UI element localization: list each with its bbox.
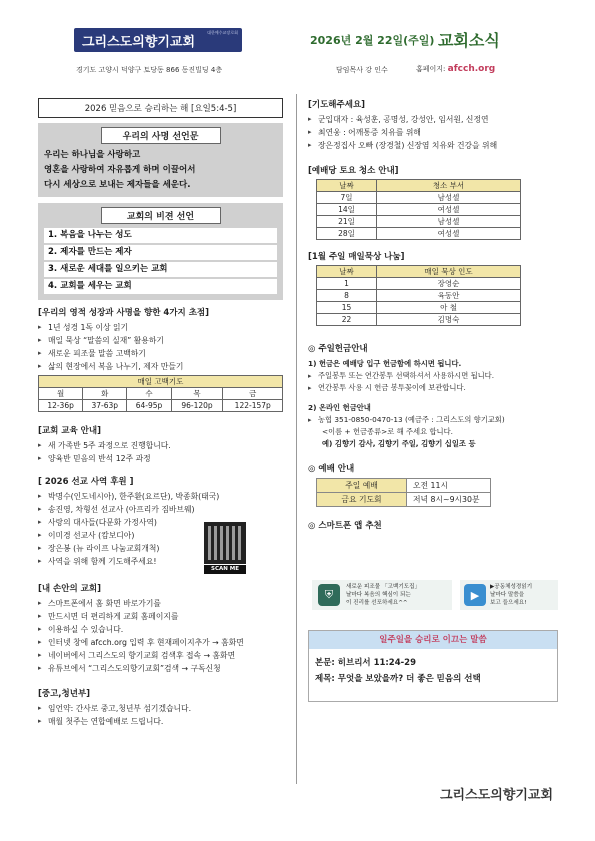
prayer-request-item: ▸ 최연웅 : 어깨통증 치유를 위해	[308, 126, 558, 139]
offering-sub: ▸ 주일봉투 또는 연간봉투 선택하셔서 사용하시면 됩니다.	[308, 370, 558, 382]
prayer-request-title: [기도해주세요]	[308, 100, 366, 110]
edu-item: ▸ 새 가족반 5주 과정으로 진행합니다.	[38, 439, 283, 452]
mission-title: 우리의 사명 선언문	[101, 127, 221, 144]
hand-church-item: ▸ 인터넷 창에 afcch.org 입력 후 현재페이지추가 → 홈화면	[38, 636, 283, 649]
prayer-pages: 122-157p	[223, 400, 283, 412]
offering-line-1: 1) 헌금은 예배당 입구 헌금함에 하시면 됩니다.	[308, 359, 462, 368]
vision-line: 3. 새로운 세대를 일으키는 교회	[44, 262, 277, 277]
hand-church-item	[38, 623, 283, 636]
app-card-bible-reading[interactable]	[460, 580, 558, 610]
vision-line: 1. 복음을 나누는 성도	[44, 228, 277, 243]
cleaning-dept: 여성셀	[377, 228, 521, 240]
mission-support-item: ▸ 박명수(인도네시아), 한주환(요르단), 박종화(태국)	[38, 490, 283, 503]
app-line: 보고 들으세요!	[490, 600, 527, 606]
sermon-subject: 제목: 무엇을 보았을까? 더 좋은 믿음의 선택	[315, 674, 481, 684]
homepage-link[interactable]: afcch.org	[447, 64, 496, 74]
bulletin-date: 2026년 2월 22일(주일)	[310, 34, 435, 47]
mission-support-item: ▸ 장은봉 (뉴 라이프 나눔교회개척)	[38, 542, 283, 555]
hand-church-item: ▸ 유튜브에서 “그리스도의향기교회”검색 → 구독신청	[38, 662, 283, 675]
meditation-table	[316, 265, 521, 326]
church-logo	[74, 28, 242, 52]
vision-line: 4. 교회를 세우는 교회	[44, 279, 277, 294]
mission-support-title: [ 2026 선교 사역 후원 ]	[38, 477, 134, 487]
mission-support-item: ▸ 사역을 위해 함께 기도해주세요!	[38, 555, 283, 568]
hand-church-text: 이용하실 수 있습니다.	[48, 625, 124, 634]
service-table	[316, 478, 491, 507]
mission-line: 영혼을 사랑하여 자유롭게 하며 이끌어서	[44, 165, 196, 175]
sermon-banner-title: 일주일을 승리로 이끄는 말씀	[309, 631, 557, 649]
app-line: 이 진리를 선포하세요^^	[346, 600, 408, 606]
prayer-pages: 37-63p	[83, 400, 127, 412]
vision-title: 교회의 비젼 선언	[101, 207, 221, 224]
mission-support-item: ▸ 사랑의 대사들(다문화 가정사역)	[38, 516, 283, 529]
qr-code-icon[interactable]	[204, 522, 246, 564]
cleaning-dept: 남성셀	[377, 192, 521, 204]
vision-box	[38, 203, 283, 300]
hand-church-item: ▸ 스마트폰에서 홈 화면 바로가기를	[38, 597, 283, 610]
meditation-head: 날짜	[317, 266, 377, 278]
app-line: ▶공동체성경읽기	[490, 584, 533, 590]
focus-item: ▸ 새로운 피조물 말씀 고백하기	[38, 347, 283, 360]
prayer-day: 수	[127, 388, 171, 400]
cleaning-date: 14일	[317, 204, 377, 216]
hand-church-text: 만드시면 더 편리하게 교회 홈페이지를	[48, 612, 179, 621]
meditation-leader: 아 철	[377, 302, 521, 314]
prayer-table	[38, 375, 283, 412]
bank-account: ▸ 농협 351-0850-0470-13 (예금주 : 그리스도의 향기교회)	[308, 414, 558, 426]
vision-line: 2. 제자를 만드는 제자	[44, 245, 277, 260]
mission-box	[38, 123, 283, 197]
cleaning-head: 청소 부서	[377, 180, 521, 192]
meditation-head: 매일 묵상 인도	[377, 266, 521, 278]
bible-app-icon: ▶	[464, 584, 486, 606]
service-time: 저녁 8시~9시30분	[407, 493, 491, 507]
edu-title: [교회 교육 안내]	[38, 426, 101, 436]
service-name: 주일 예배	[317, 479, 407, 493]
cleaning-dept: 남성셀	[377, 216, 521, 228]
service-name: 금요 기도회	[317, 493, 407, 507]
app-card-confession[interactable]	[312, 580, 452, 610]
cleaning-date: 7일	[317, 192, 377, 204]
cleaning-date: 21일	[317, 216, 377, 228]
prayer-request-item: ▸ 군입대자 : 육성훈, 공명성, 강성안, 임서원, 신정연	[308, 113, 558, 126]
header	[38, 26, 558, 56]
prayer-day: 화	[83, 388, 127, 400]
prayer-day: 목	[171, 388, 223, 400]
cleaning-title: [예배당 토요 청소 안내]	[308, 166, 399, 176]
meditation-date: 8	[317, 290, 377, 302]
youth-item: ▸ 매월 첫주는 연합예배로 드립니다.	[38, 715, 283, 728]
left-column	[38, 98, 283, 728]
cleaning-date: 28일	[317, 228, 377, 240]
bank-example: 예) 김향기 감사, 김향기 주일, 김향기 십일조 등	[322, 439, 476, 448]
logo-subtext: 대한예수교장로회	[207, 30, 238, 35]
app-title: ◎ 스마트폰 앱 추천	[308, 521, 382, 531]
meditation-title: [1월 주일 매일묵상 나눔]	[308, 252, 405, 262]
mission-support-item: ▸ 이미경 선교사 (캄보디아)	[38, 529, 283, 542]
app-line: 날마다 복음의 핵심이 되는	[346, 592, 411, 598]
focus-item: ▸ 매일 묵상 “말씀의 실재” 활용하기	[38, 334, 283, 347]
homepage-line	[416, 64, 495, 74]
right-column	[308, 98, 558, 535]
focus-title: [우리의 영적 성장과 사명을 향한 4가지 초점]	[38, 308, 210, 318]
sermon-banner	[308, 630, 558, 702]
prayer-day: 금	[223, 388, 283, 400]
page-title: 교회소식	[438, 31, 500, 50]
focus-item: ▸ 1년 성경 1독 이상 읽기	[38, 321, 283, 334]
column-divider	[296, 94, 297, 784]
offering-sub: ▸ 연간봉투 사용 시 헌금 봉투꽂이에 보관합니다.	[308, 382, 558, 394]
offering-line-2: 2) 온라인 헌금안내	[308, 403, 371, 412]
prayer-pages: 64-95p	[127, 400, 171, 412]
service-time: 오전 11시	[407, 479, 491, 493]
cleaning-head: 날짜	[317, 180, 377, 192]
mission-support-item: ▸ 송진영, 차형선 선교사 (아프리카 짐바브웨)	[38, 503, 283, 516]
service-title: ◎ 예배 안내	[308, 464, 355, 474]
meditation-leader: 장영순	[377, 278, 521, 290]
footer-logo: 그리스도의향기교회	[440, 788, 554, 803]
youth-item: ▸ 임언약: 간사로 중고,청년부 섬기겠습니다.	[38, 702, 283, 715]
youth-title: [중고,청년부]	[38, 689, 91, 699]
app-line: 날마다 말씀을	[490, 592, 525, 598]
homepage-label: 홈페이지:	[416, 65, 446, 73]
bank-note: <이름 + 헌금종류>로 해 주세요 합니다.	[322, 427, 453, 436]
year-motto: 2026 믿음으로 승리하는 해 [요일5:4-5]	[38, 98, 283, 118]
focus-item: ▸ 삶의 현장에서 복음 나누기, 제자 만들기	[38, 360, 283, 373]
mission-line: 우리는 하나님을 사랑하고	[44, 150, 141, 160]
offering-title: ◎ 주일헌금안내	[308, 344, 368, 354]
meditation-date: 22	[317, 314, 377, 326]
shield-icon: ⛨	[318, 584, 340, 606]
prayer-caption: 매일 고백기도	[39, 376, 283, 388]
prayer-pages: 96-120p	[171, 400, 223, 412]
pastor-name: 담임목사 강 인수	[336, 66, 388, 74]
church-address: 경기도 고양시 덕양구 토당동 866 동진빌딩 4층	[76, 66, 223, 74]
hand-church-item	[38, 610, 283, 623]
meditation-leader: 김명숙	[377, 314, 521, 326]
hand-church-title: [내 손안의 교회]	[38, 584, 101, 594]
cleaning-dept: 여성셀	[377, 204, 521, 216]
edu-item: ▸ 양육반 믿음의 반석 12주 과정	[38, 452, 283, 465]
prayer-pages: 12-36p	[39, 400, 83, 412]
meditation-date: 1	[317, 278, 377, 290]
prayer-request-item: ▸ 장은정집사 오빠 (장경철) 신장염 치유와 건강을 위해	[308, 139, 558, 152]
app-line: 새로운 피조물 「고백기도집」	[346, 584, 421, 590]
mission-line: 다시 세상으로 보내는 제자들을 세운다.	[44, 180, 191, 190]
scan-me-label: SCAN ME	[204, 565, 246, 574]
meditation-date: 15	[317, 302, 377, 314]
logo-text: 그리스도의향기교회	[82, 34, 196, 50]
prayer-day: 월	[39, 388, 83, 400]
hand-church-item: ▸ 네이버에서 그리스도의 향기교회 검색후 접속 → 홈화면	[38, 649, 283, 662]
cleaning-table	[316, 179, 521, 240]
sermon-text: 본문: 히브리서 11:24-29	[315, 658, 416, 668]
meditation-leader: 육동안	[377, 290, 521, 302]
